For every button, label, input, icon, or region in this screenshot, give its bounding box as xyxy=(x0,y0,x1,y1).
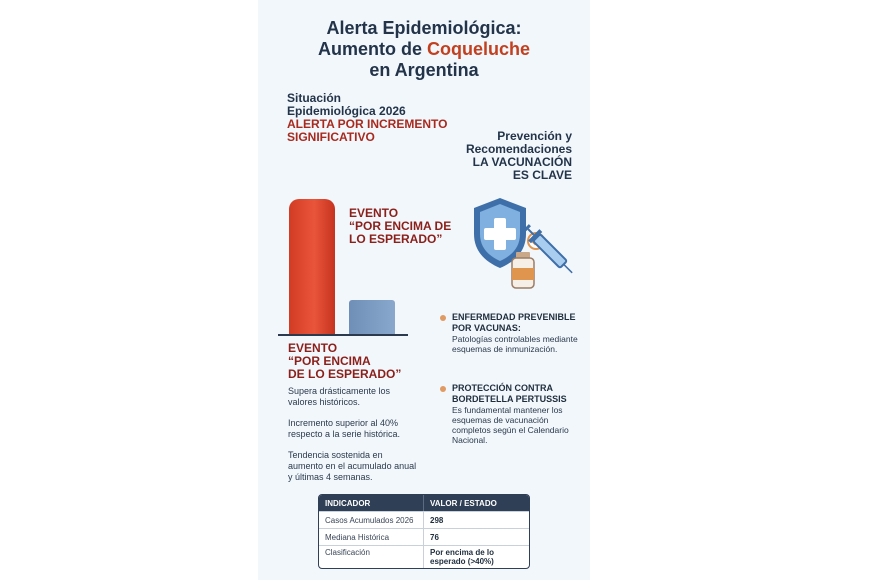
table-cell-indicator: Clasificación xyxy=(325,548,370,557)
table-cell-indicator: Mediana Histórica xyxy=(325,532,390,542)
title-line-1: Alerta Epidemiológica: xyxy=(326,18,522,38)
note-2: Incremento superior al 40% respecto a la serie histórica. xyxy=(288,418,401,439)
table-header xyxy=(319,495,529,511)
recommendation-2-text: Es fundamental mantener los esquemas de vacunación completos según el Calendario Nacional. xyxy=(452,405,569,445)
evento-bottom-line-1: EVENTO xyxy=(288,341,338,355)
prevention-line-2: Recomendaciones xyxy=(465,142,572,156)
recommendation-item-2 xyxy=(440,383,580,445)
bullet-dot-icon xyxy=(440,386,446,392)
table-header-valor: VALOR / ESTADO xyxy=(423,495,529,511)
recommendation-1-text: Patologías controlables mediante esquemas de inmunización. xyxy=(452,334,578,354)
evento-top-line-2: “POR ENCIMA DE xyxy=(349,219,452,233)
chart-baseline xyxy=(278,334,408,336)
bar-mediana-historica xyxy=(349,300,395,334)
situation-heading-2: Epidemiológica 2026 xyxy=(287,104,406,118)
evento-bottom-line-3: DE LO ESPERADO” xyxy=(288,367,402,381)
bar-casos-acumulados xyxy=(289,199,335,334)
table-row xyxy=(319,545,529,568)
vaccination-illustration xyxy=(470,196,580,292)
evento-callout-top xyxy=(349,207,464,246)
bullet-dot-icon xyxy=(440,315,446,321)
table-row xyxy=(319,511,529,528)
note-1: Supera drásticamente los valores históricos. xyxy=(288,386,391,407)
recommendation-item-1 xyxy=(440,312,580,354)
recommendation-2-title: PROTECCIÓN CONTRA BORDETELLA PERTUSSIS xyxy=(452,383,567,404)
table-cell-value: 298 xyxy=(423,512,529,528)
evento-callout-bottom xyxy=(288,342,428,381)
alert-line-1: ALERTA POR INCREMENTO xyxy=(287,117,448,131)
vaccine-vial-icon xyxy=(512,252,534,288)
alert-line-2: SIGNIFICATIVO xyxy=(287,130,375,144)
situation-notes xyxy=(288,386,418,493)
title-line-2-prefix: Aumento de xyxy=(317,39,427,59)
prevention-line-3: LA VACUNACIÓN xyxy=(472,155,572,169)
prevention-line-4: ES CLAVE xyxy=(512,168,572,182)
recommendation-1-title: ENFERMEDAD PREVENIBLE POR VACUNAS: xyxy=(452,312,576,333)
indicator-table xyxy=(318,494,530,569)
note-3: Tendencia sostenida en aumento en el acumulado anual y últimas 4 semanas. xyxy=(288,450,417,482)
evento-bottom-line-2: “POR ENCIMA xyxy=(288,354,371,368)
prevention-line-1: Prevención y xyxy=(497,129,572,143)
evento-top-line-1: EVENTO xyxy=(349,206,399,220)
table-cell-value: 76 xyxy=(423,529,529,545)
title-line-3: en Argentina xyxy=(369,60,479,80)
page-title xyxy=(258,18,590,81)
situation-heading-1: Situación xyxy=(287,91,342,105)
table-cell-value: Por encima de lo esperado (>40%) xyxy=(423,546,529,568)
table-row xyxy=(319,528,529,545)
table-cell-indicator: Casos Acumulados 2026 xyxy=(325,515,414,525)
evento-top-line-3: LO ESPERADO” xyxy=(349,232,443,246)
prevention-heading xyxy=(430,130,572,182)
title-accent-coqueluche: Coqueluche xyxy=(427,39,531,59)
title-line-2 xyxy=(258,39,590,60)
table-header-indicador: INDICADOR xyxy=(325,498,371,508)
